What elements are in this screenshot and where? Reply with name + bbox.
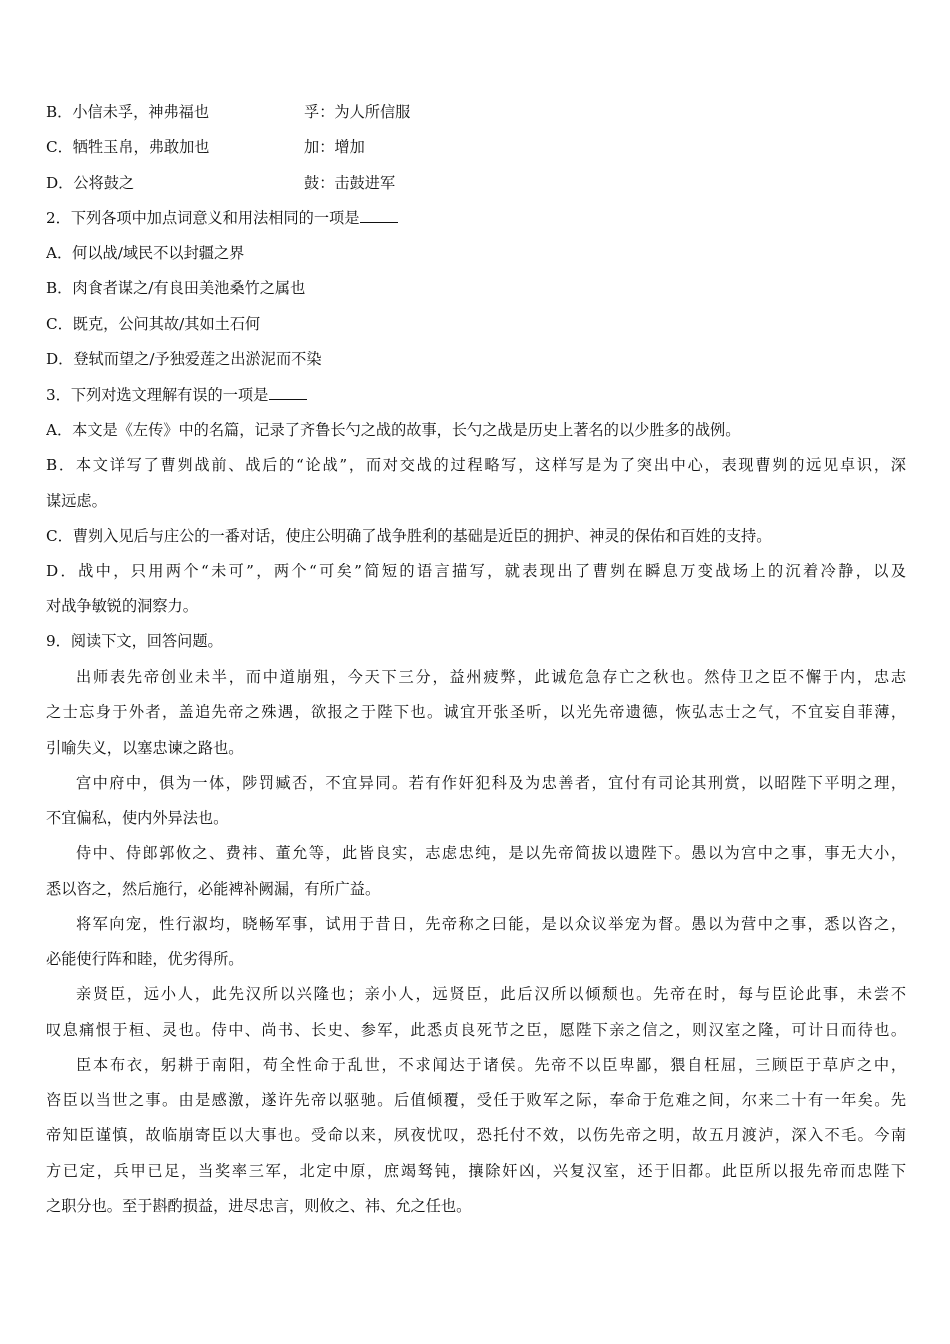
passage-line: 侍中、侍郎郭攸之、费祎、董允等，此皆良实，志虑忠纯，是以先帝简拔以遗陛下。愚以为宫中之事，事无大小， xyxy=(76,844,906,862)
passage-line: 亲贤臣，远小人，此先汉所以兴隆也；亲小人，远贤臣，此后汉所以倾颓也。先帝在时，每与臣论此事，未尝不 xyxy=(76,985,906,1003)
q1-option-d-text: D．公将鼓之 xyxy=(46,174,135,192)
q3-option-c: C．曹刿入见后与庄公的一番对话，使庄公明确了战争胜利的基础是近臣的拥护、神灵的保佑和百姓的支持。 xyxy=(46,527,772,545)
q2-option-b xyxy=(46,278,906,298)
passage-line: 叹息痛恨于桓、灵也。侍中、尚书、长史、参军，此悉贞良死节之臣，愿陛下亲之信之，则汉室之隆，可计日而待也。 xyxy=(46,1021,906,1039)
answer-blank xyxy=(269,385,307,400)
q1-option-d xyxy=(46,173,906,193)
q1-option-d-gloss: 鼓：击鼓进军 xyxy=(304,174,396,192)
dotted-word: 之 xyxy=(259,279,275,297)
q9-title: 9．阅读下文，回答问题。 xyxy=(46,632,223,650)
passage-line: 臣本布衣，躬耕于南阳，苟全性命于乱世，不求闻达于诸侯。先帝不以臣卑鄙，猥自枉屈，三顾臣于草庐之中， xyxy=(76,1056,906,1074)
passage-line: 引喻失义，以塞忠谏之路也。 xyxy=(46,739,244,757)
q2-option-b-part3: 属也 xyxy=(274,279,306,297)
passage-line: 将军向宠，性行淑均，晓畅军事，试用于昔日，先帝称之曰能，是以众议举宠为督。愚以为营中之事，悉以咨之， xyxy=(76,915,906,933)
q2-option-d-part3: 不染 xyxy=(291,350,322,368)
passage-line: 之职分也。至于斟酌损益，进尽忠言，则攸之、祎、允之任也。 xyxy=(46,1197,472,1215)
passage-line: 方已定，兵甲已足，当奖率三军，北定中原，庶竭驽钝，攘除奸凶，兴复汉室，还于旧都。此臣所以报先帝而忠陛下 xyxy=(46,1162,906,1180)
passage-line: 必能使行阵和睦，优劣得所。 xyxy=(46,950,244,968)
q3-option-d-cont: 对战争敏锐的洞察力。 xyxy=(46,597,198,615)
q1-option-c xyxy=(46,137,906,157)
answer-blank xyxy=(360,208,398,223)
passage-line: 不宜偏私，使内外异法也。 xyxy=(46,809,229,827)
q1-option-c-text: C．牺牲玉帛，弗敢加也 xyxy=(46,138,210,156)
q2-option-c-part3: 如土石何 xyxy=(199,315,261,333)
q1-option-c-gloss: 加：增加 xyxy=(304,138,365,156)
q2-option-b-part2: /有良田美池桑竹 xyxy=(148,279,260,297)
q1-option-b-text: B．小信未孚，神弗福也 xyxy=(46,103,210,121)
q2-option-a-part2: 战/域民不 xyxy=(102,244,169,262)
q3-stem-text: 3．下列对选文理解有误的一项是 xyxy=(46,386,269,404)
q2-option-c-part1: C．既克，公问 xyxy=(46,315,149,333)
dotted-word: 而 xyxy=(103,350,119,368)
q1-option-b-gloss: 孚：为人所信服 xyxy=(304,103,411,121)
dotted-word: 以 xyxy=(87,244,103,262)
q2-option-d-part1: D．登轼 xyxy=(46,350,104,368)
q2-stem-text: 2．下列各项中加点词意义和用法相同的一项是 xyxy=(46,209,360,227)
q3-option-a: A．本文是《左传》中的名篇，记录了齐鲁长勺之战的故事，长勺之战是历史上著名的以少胜多的战例。 xyxy=(46,421,741,439)
dotted-word: 以 xyxy=(168,244,184,262)
q3-stem xyxy=(46,385,906,405)
passage-line: 咨臣以当世之事。由是感激，遂许先帝以驱驰。后值倾覆，受任于败军之际，奉命于危难之间，尔来二十有一年矣。先 xyxy=(46,1091,906,1109)
q2-option-a xyxy=(46,243,906,263)
q2-stem xyxy=(46,208,906,228)
q2-option-b-part1: B．肉食者谋 xyxy=(46,279,134,297)
q2-option-c xyxy=(46,314,906,334)
q2-option-a-part1: A．何 xyxy=(46,244,88,262)
dotted-word: 其 xyxy=(148,315,164,333)
q3-option-b: B．本文详写了曹刿战前、战后的“论战”，而对交战的过程略写，这样写是为了突出中心，表现曹刿的远见卓识，深 xyxy=(46,456,906,474)
passage-line: 悉以咨之，然后施行，必能裨补阙漏，有所广益。 xyxy=(46,880,381,898)
dotted-word: 而 xyxy=(275,350,292,368)
q1-option-b xyxy=(46,102,906,122)
q2-option-a-part3: 封疆之界 xyxy=(183,244,245,262)
q3-option-b-cont: 谋远虑。 xyxy=(46,492,107,510)
q2-option-d xyxy=(46,349,906,369)
passage-line: 之士忘身于外者，盖追先帝之殊遇，欲报之于陛下也。诚宜开张圣听，以光先帝遗德，恢弘志士之气，不宜妄自菲薄， xyxy=(46,703,906,721)
q3-option-d: D．战中，只用两个“未可”，两个“可矣”简短的语言描写，就表现出了曹刿在瞬息万变战场上的沉着冷静，以及 xyxy=(46,562,906,580)
dotted-word: 其 xyxy=(184,315,200,333)
passage-line: 宫中府中，俱为一体，陟罚臧否，不宜异同。若有作奸犯科及为忠善者，宜付有司论其刑赏，以昭陛下平明之理， xyxy=(76,774,906,792)
dotted-word: 之 xyxy=(133,279,149,297)
q2-option-d-part2: 望之/予独爱莲之出淤泥 xyxy=(118,350,276,368)
passage-line: 出师表先帝创业未半，而中道崩殂，今天下三分，益州疲弊，此诚危急存亡之秋也。然侍卫之臣不懈于内，忠志 xyxy=(76,668,906,686)
passage-line: 帝知臣谨慎，故临崩寄臣以大事也。受命以来，夙夜忧叹，恐托付不效，以伤先帝之明，故五月渡泸，深入不毛。今南 xyxy=(46,1126,906,1144)
q2-option-c-part2: 故/ xyxy=(163,315,185,333)
